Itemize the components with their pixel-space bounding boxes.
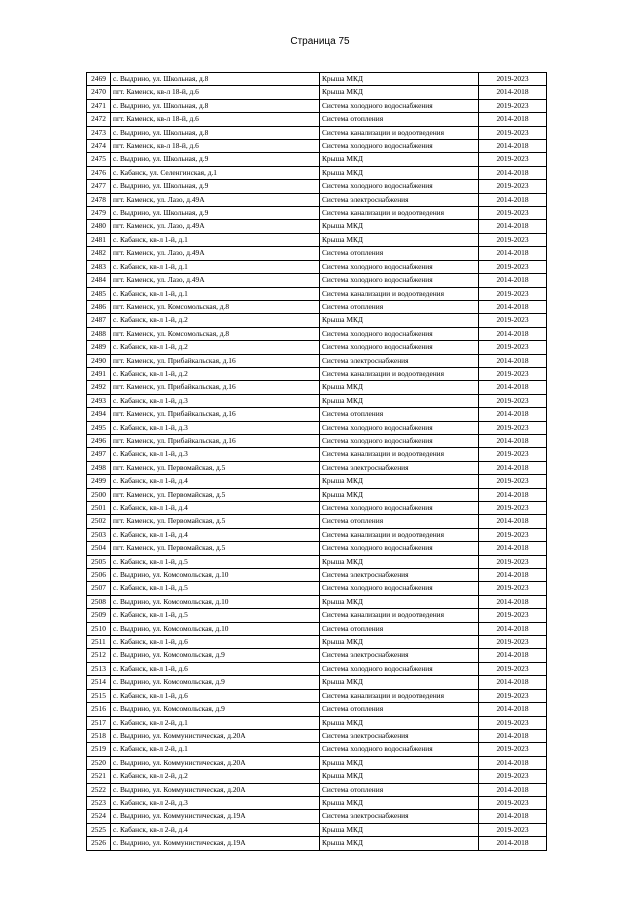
row-number-cell: 2480 — [87, 220, 111, 233]
row-number-cell: 2502 — [87, 515, 111, 528]
row-number-cell: 2478 — [87, 193, 111, 206]
row-number-cell: 2518 — [87, 729, 111, 742]
address-cell: пгт. Каменск, ул. Лазо, д.49А — [111, 193, 320, 206]
work-type-cell: Система отопления — [320, 113, 479, 126]
work-type-cell: Система канализации и водоотведения — [320, 287, 479, 300]
period-cell: 2019-2023 — [479, 287, 547, 300]
period-cell: 2019-2023 — [479, 502, 547, 515]
table-row — [87, 434, 547, 447]
work-type-cell: Система электроснабжения — [320, 461, 479, 474]
table-row — [87, 86, 547, 99]
table-row — [87, 823, 547, 836]
address-cell: с. Кабанск, кв-л 2-й, д.4 — [111, 823, 320, 836]
period-cell: 2014-2018 — [479, 354, 547, 367]
work-type-cell: Система отопления — [320, 300, 479, 313]
row-number-cell: 2504 — [87, 542, 111, 555]
work-type-cell: Крыша МКД — [320, 676, 479, 689]
work-type-cell: Система канализации и водоотведения — [320, 609, 479, 622]
address-cell: с. Кабанск, кв-л 1-й, д.2 — [111, 367, 320, 380]
table-row — [87, 220, 547, 233]
table-row — [87, 327, 547, 340]
work-type-cell: Крыша МКД — [320, 488, 479, 501]
row-number-cell: 2481 — [87, 233, 111, 246]
period-cell: 2014-2018 — [479, 622, 547, 635]
row-number-cell: 2520 — [87, 756, 111, 769]
work-type-cell: Крыша МКД — [320, 796, 479, 809]
table-row — [87, 180, 547, 193]
work-type-cell: Система отопления — [320, 783, 479, 796]
address-cell: с. Кабанск, кв-л 2-й, д.2 — [111, 770, 320, 783]
table-row — [87, 743, 547, 756]
table-row — [87, 502, 547, 515]
row-number-cell: 2483 — [87, 260, 111, 273]
work-type-cell: Система канализации и водоотведения — [320, 367, 479, 380]
period-cell: 2014-2018 — [479, 756, 547, 769]
work-type-cell: Система отопления — [320, 703, 479, 716]
address-cell: с. Кабанск, кв-л 1-й, д.6 — [111, 662, 320, 675]
row-number-cell: 2477 — [87, 180, 111, 193]
period-cell: 2014-2018 — [479, 327, 547, 340]
row-number-cell: 2513 — [87, 662, 111, 675]
work-type-cell: Система холодного водоснабжения — [320, 502, 479, 515]
period-cell: 2014-2018 — [479, 408, 547, 421]
row-number-cell: 2473 — [87, 126, 111, 139]
work-type-cell: Система электроснабжения — [320, 729, 479, 742]
address-cell: с. Кабанск, кв-л 1-й, д.3 — [111, 421, 320, 434]
address-cell: с. Кабанск, кв-л 2-й, д.1 — [111, 716, 320, 729]
period-cell: 2014-2018 — [479, 247, 547, 260]
work-type-cell: Система отопления — [320, 247, 479, 260]
work-type-cell: Крыша МКД — [320, 73, 479, 86]
work-type-cell: Крыша МКД — [320, 166, 479, 179]
period-cell: 2019-2023 — [479, 180, 547, 193]
table-row — [87, 770, 547, 783]
address-cell: с. Выдрино, ул. Коммунистическая, д.19А — [111, 837, 320, 850]
work-type-cell: Крыша МКД — [320, 823, 479, 836]
address-cell: пгт. Каменск, кв-л 18-й, д.6 — [111, 113, 320, 126]
period-cell: 2014-2018 — [479, 569, 547, 582]
table-row — [87, 233, 547, 246]
address-cell: с. Кабанск, кв-л 1-й, д.4 — [111, 475, 320, 488]
period-cell: 2019-2023 — [479, 448, 547, 461]
work-type-cell: Крыша МКД — [320, 314, 479, 327]
row-number-cell: 2472 — [87, 113, 111, 126]
table-row — [87, 193, 547, 206]
address-cell: с. Кабанск, кв-л 1-й, д.3 — [111, 448, 320, 461]
period-cell: 2014-2018 — [479, 595, 547, 608]
work-type-cell: Система канализации и водоотведения — [320, 689, 479, 702]
work-type-cell: Система канализации и водоотведения — [320, 448, 479, 461]
period-cell: 2019-2023 — [479, 99, 547, 112]
row-number-cell: 2470 — [87, 86, 111, 99]
period-cell: 2019-2023 — [479, 341, 547, 354]
table-row — [87, 796, 547, 809]
address-cell: с. Кабанск, ул. Селенгинская, д.1 — [111, 166, 320, 179]
row-number-cell: 2496 — [87, 434, 111, 447]
work-type-cell: Крыша МКД — [320, 394, 479, 407]
table-row — [87, 810, 547, 823]
period-cell: 2014-2018 — [479, 166, 547, 179]
period-cell: 2014-2018 — [479, 300, 547, 313]
address-cell: с. Выдрино, ул. Школьная, д.8 — [111, 99, 320, 112]
address-cell: пгт. Каменск, ул. Первомайская, д.5 — [111, 488, 320, 501]
address-cell: пгт. Каменск, ул. Лазо, д.49А — [111, 220, 320, 233]
work-type-cell: Система холодного водоснабжения — [320, 421, 479, 434]
table-row — [87, 703, 547, 716]
table-row — [87, 73, 547, 86]
table-row — [87, 582, 547, 595]
period-cell: 2019-2023 — [479, 153, 547, 166]
table-row — [87, 260, 547, 273]
period-cell: 2014-2018 — [479, 810, 547, 823]
address-cell: с. Выдрино, ул. Коммунистическая, д.20А — [111, 756, 320, 769]
period-cell: 2014-2018 — [479, 515, 547, 528]
table-row — [87, 676, 547, 689]
address-cell: с. Кабанск, кв-л 2-й, д.3 — [111, 796, 320, 809]
table-row — [87, 341, 547, 354]
period-cell: 2014-2018 — [479, 274, 547, 287]
period-cell: 2019-2023 — [479, 609, 547, 622]
table-row — [87, 475, 547, 488]
work-type-cell: Крыша МКД — [320, 595, 479, 608]
period-cell: 2014-2018 — [479, 676, 547, 689]
period-cell: 2014-2018 — [479, 140, 547, 153]
row-number-cell: 2517 — [87, 716, 111, 729]
address-cell: пгт. Каменск, ул. Прибайкальская, д.16 — [111, 408, 320, 421]
address-cell: пгт. Каменск, кв-л 18-й, д.6 — [111, 86, 320, 99]
table-row — [87, 421, 547, 434]
row-number-cell: 2486 — [87, 300, 111, 313]
address-cell: с. Выдрино, ул. Комсомольская, д.9 — [111, 649, 320, 662]
row-number-cell: 2501 — [87, 502, 111, 515]
work-type-cell: Система канализации и водоотведения — [320, 528, 479, 541]
work-type-cell: Система холодного водоснабжения — [320, 743, 479, 756]
table-row — [87, 381, 547, 394]
period-cell: 2014-2018 — [479, 488, 547, 501]
table-row — [87, 488, 547, 501]
address-cell: пгт. Каменск, ул. Лазо, д.49А — [111, 274, 320, 287]
row-number-cell: 2523 — [87, 796, 111, 809]
table-row — [87, 247, 547, 260]
period-cell: 2019-2023 — [479, 394, 547, 407]
period-cell: 2019-2023 — [479, 314, 547, 327]
work-type-cell: Крыша МКД — [320, 837, 479, 850]
table-row — [87, 649, 547, 662]
address-cell: с. Выдрино, ул. Комсомольская, д.10 — [111, 595, 320, 608]
table-row — [87, 636, 547, 649]
period-cell: 2014-2018 — [479, 461, 547, 474]
address-cell: пгт. Каменск, ул. Первомайская, д.5 — [111, 542, 320, 555]
address-cell: пгт. Каменск, ул. Прибайкальская, д.16 — [111, 434, 320, 447]
row-number-cell: 2476 — [87, 166, 111, 179]
work-type-cell: Система холодного водоснабжения — [320, 140, 479, 153]
row-number-cell: 2503 — [87, 528, 111, 541]
work-type-cell: Система электроснабжения — [320, 193, 479, 206]
period-cell: 2019-2023 — [479, 421, 547, 434]
row-number-cell: 2495 — [87, 421, 111, 434]
table-row — [87, 837, 547, 850]
period-cell: 2014-2018 — [479, 113, 547, 126]
address-cell: с. Выдрино, ул. Комсомольская, д.9 — [111, 703, 320, 716]
table-row — [87, 609, 547, 622]
row-number-cell: 2505 — [87, 555, 111, 568]
work-type-cell: Система отопления — [320, 622, 479, 635]
row-number-cell: 2488 — [87, 327, 111, 340]
row-number-cell: 2484 — [87, 274, 111, 287]
period-cell: 2019-2023 — [479, 770, 547, 783]
address-cell: с. Кабанск, кв-л 1-й, д.1 — [111, 287, 320, 300]
work-type-cell: Система электроснабжения — [320, 810, 479, 823]
period-cell: 2014-2018 — [479, 783, 547, 796]
table-row — [87, 408, 547, 421]
row-number-cell: 2471 — [87, 99, 111, 112]
row-number-cell: 2497 — [87, 448, 111, 461]
table-row — [87, 394, 547, 407]
table-row — [87, 153, 547, 166]
work-type-cell: Система холодного водоснабжения — [320, 542, 479, 555]
work-type-cell: Крыша МКД — [320, 475, 479, 488]
address-cell: с. Выдрино, ул. Школьная, д.8 — [111, 73, 320, 86]
address-cell: пгт. Каменск, ул. Комсомольская, д.8 — [111, 327, 320, 340]
row-number-cell: 2469 — [87, 73, 111, 86]
period-cell: 2019-2023 — [479, 207, 547, 220]
address-cell: с. Кабанск, кв-л 1-й, д.2 — [111, 341, 320, 354]
work-type-cell: Крыша МКД — [320, 153, 479, 166]
row-number-cell: 2500 — [87, 488, 111, 501]
work-type-cell: Система холодного водоснабжения — [320, 582, 479, 595]
work-type-cell: Система отопления — [320, 408, 479, 421]
row-number-cell: 2491 — [87, 367, 111, 380]
work-type-cell: Система холодного водоснабжения — [320, 327, 479, 340]
period-cell: 2019-2023 — [479, 126, 547, 139]
row-number-cell: 2498 — [87, 461, 111, 474]
table-row — [87, 756, 547, 769]
work-type-cell: Система электроснабжения — [320, 569, 479, 582]
address-cell: с. Выдрино, ул. Комсомольская, д.9 — [111, 676, 320, 689]
period-cell: 2019-2023 — [479, 662, 547, 675]
table-row — [87, 274, 547, 287]
row-number-cell: 2487 — [87, 314, 111, 327]
work-type-cell: Крыша МКД — [320, 220, 479, 233]
row-number-cell: 2506 — [87, 569, 111, 582]
row-number-cell: 2510 — [87, 622, 111, 635]
table-row — [87, 622, 547, 635]
data-table — [86, 72, 547, 851]
row-number-cell: 2519 — [87, 743, 111, 756]
address-cell: с. Кабанск, кв-л 1-й, д.6 — [111, 636, 320, 649]
address-cell: с. Выдрино, ул. Школьная, д.9 — [111, 207, 320, 220]
work-type-cell: Крыша МКД — [320, 756, 479, 769]
work-type-cell: Система холодного водоснабжения — [320, 434, 479, 447]
period-cell: 2014-2018 — [479, 729, 547, 742]
row-number-cell: 2516 — [87, 703, 111, 716]
address-cell: пгт. Каменск, ул. Прибайкальская, д.16 — [111, 381, 320, 394]
work-type-cell: Крыша МКД — [320, 636, 479, 649]
address-cell: с. Выдрино, ул. Школьная, д.8 — [111, 126, 320, 139]
row-number-cell: 2485 — [87, 287, 111, 300]
table-row — [87, 354, 547, 367]
period-cell: 2014-2018 — [479, 220, 547, 233]
work-type-cell: Система холодного водоснабжения — [320, 662, 479, 675]
address-cell: с. Кабанск, кв-л 1-й, д.5 — [111, 555, 320, 568]
work-type-cell: Система электроснабжения — [320, 354, 479, 367]
period-cell: 2019-2023 — [479, 475, 547, 488]
period-cell: 2014-2018 — [479, 837, 547, 850]
period-cell: 2019-2023 — [479, 367, 547, 380]
period-cell: 2019-2023 — [479, 260, 547, 273]
period-cell: 2014-2018 — [479, 381, 547, 394]
row-number-cell: 2514 — [87, 676, 111, 689]
address-cell: с. Выдрино, ул. Комсомольская, д.10 — [111, 569, 320, 582]
period-cell: 2019-2023 — [479, 555, 547, 568]
address-cell: пгт. Каменск, ул. Первомайская, д.5 — [111, 461, 320, 474]
address-cell: с. Кабанск, кв-л 1-й, д.3 — [111, 394, 320, 407]
work-type-cell: Система электроснабжения — [320, 649, 479, 662]
period-cell: 2019-2023 — [479, 743, 547, 756]
address-cell: с. Выдрино, ул. Коммунистическая, д.20А — [111, 729, 320, 742]
address-cell: с. Кабанск, кв-л 1-й, д.2 — [111, 314, 320, 327]
work-type-cell: Система холодного водоснабжения — [320, 180, 479, 193]
row-number-cell: 2525 — [87, 823, 111, 836]
address-cell: пгт. Каменск, ул. Прибайкальская, д.16 — [111, 354, 320, 367]
table-row — [87, 166, 547, 179]
address-cell: с. Выдрино, ул. Школьная, д.9 — [111, 180, 320, 193]
table-row — [87, 99, 547, 112]
work-type-cell: Система канализации и водоотведения — [320, 126, 479, 139]
table-row — [87, 716, 547, 729]
row-number-cell: 2489 — [87, 341, 111, 354]
address-cell: с. Выдрино, ул. Коммунистическая, д.20А — [111, 783, 320, 796]
period-cell: 2014-2018 — [479, 703, 547, 716]
row-number-cell: 2499 — [87, 475, 111, 488]
row-number-cell: 2490 — [87, 354, 111, 367]
work-type-cell: Система отопления — [320, 515, 479, 528]
address-cell: с. Кабанск, кв-л 2-й, д.1 — [111, 743, 320, 756]
address-cell: пгт. Каменск, кв-л 18-й, д.6 — [111, 140, 320, 153]
table-row — [87, 528, 547, 541]
address-cell: пгт. Каменск, ул. Комсомольская, д.8 — [111, 300, 320, 313]
period-cell: 2019-2023 — [479, 796, 547, 809]
table-row — [87, 126, 547, 139]
period-cell: 2014-2018 — [479, 649, 547, 662]
table-row — [87, 729, 547, 742]
table-row — [87, 542, 547, 555]
row-number-cell: 2511 — [87, 636, 111, 649]
work-type-cell: Система холодного водоснабжения — [320, 260, 479, 273]
table-row — [87, 461, 547, 474]
row-number-cell: 2522 — [87, 783, 111, 796]
table-row — [87, 555, 547, 568]
table-row — [87, 287, 547, 300]
table-row — [87, 662, 547, 675]
work-type-cell: Система канализации и водоотведения — [320, 207, 479, 220]
row-number-cell: 2508 — [87, 595, 111, 608]
period-cell: 2019-2023 — [479, 233, 547, 246]
period-cell: 2014-2018 — [479, 434, 547, 447]
row-number-cell: 2482 — [87, 247, 111, 260]
work-type-cell: Крыша МКД — [320, 716, 479, 729]
period-cell: 2019-2023 — [479, 823, 547, 836]
period-cell: 2019-2023 — [479, 582, 547, 595]
address-cell: с. Кабанск, кв-л 1-й, д.1 — [111, 260, 320, 273]
page-title: Страница 75 — [290, 36, 350, 47]
table-row — [87, 569, 547, 582]
period-cell: 2019-2023 — [479, 636, 547, 649]
address-cell: пгт. Каменск, ул. Лазо, д.49А — [111, 247, 320, 260]
address-cell: с. Кабанск, кв-л 1-й, д.6 — [111, 689, 320, 702]
row-number-cell: 2509 — [87, 609, 111, 622]
row-number-cell: 2493 — [87, 394, 111, 407]
table-row — [87, 783, 547, 796]
period-cell: 2019-2023 — [479, 689, 547, 702]
work-type-cell: Крыша МКД — [320, 86, 479, 99]
address-cell: с. Выдрино, ул. Комсомольская, д.10 — [111, 622, 320, 635]
row-number-cell: 2475 — [87, 153, 111, 166]
table-row — [87, 689, 547, 702]
work-type-cell: Крыша МКД — [320, 770, 479, 783]
address-cell: с. Выдрино, ул. Коммунистическая, д.19А — [111, 810, 320, 823]
table-row — [87, 314, 547, 327]
period-cell: 2014-2018 — [479, 86, 547, 99]
table-row — [87, 140, 547, 153]
row-number-cell: 2474 — [87, 140, 111, 153]
row-number-cell: 2492 — [87, 381, 111, 394]
address-cell: с. Кабанск, кв-л 1-й, д.4 — [111, 528, 320, 541]
work-type-cell: Крыша МКД — [320, 381, 479, 394]
address-cell: с. Выдрино, ул. Школьная, д.9 — [111, 153, 320, 166]
row-number-cell: 2524 — [87, 810, 111, 823]
table-row — [87, 113, 547, 126]
address-cell: пгт. Каменск, ул. Первомайская, д.5 — [111, 515, 320, 528]
table-row — [87, 515, 547, 528]
address-cell: с. Кабанск, кв-л 1-й, д.4 — [111, 502, 320, 515]
period-cell: 2019-2023 — [479, 528, 547, 541]
period-cell: 2019-2023 — [479, 73, 547, 86]
work-type-cell: Крыша МКД — [320, 555, 479, 568]
period-cell: 2014-2018 — [479, 542, 547, 555]
address-cell: с. Кабанск, кв-л 1-й, д.1 — [111, 233, 320, 246]
work-type-cell: Система холодного водоснабжения — [320, 341, 479, 354]
work-type-cell: Крыша МКД — [320, 233, 479, 246]
table-row — [87, 448, 547, 461]
period-cell: 2019-2023 — [479, 716, 547, 729]
row-number-cell: 2479 — [87, 207, 111, 220]
table-row — [87, 367, 547, 380]
table-row — [87, 207, 547, 220]
period-cell: 2014-2018 — [479, 193, 547, 206]
work-type-cell: Система холодного водоснабжения — [320, 274, 479, 287]
row-number-cell: 2521 — [87, 770, 111, 783]
row-number-cell: 2526 — [87, 837, 111, 850]
address-cell: с. Кабанск, кв-л 1-й, д.5 — [111, 609, 320, 622]
table-body — [87, 73, 547, 851]
address-cell: с. Кабанск, кв-л 1-й, д.5 — [111, 582, 320, 595]
table-row — [87, 300, 547, 313]
row-number-cell: 2507 — [87, 582, 111, 595]
table-row — [87, 595, 547, 608]
row-number-cell: 2512 — [87, 649, 111, 662]
row-number-cell: 2494 — [87, 408, 111, 421]
row-number-cell: 2515 — [87, 689, 111, 702]
work-type-cell: Система холодного водоснабжения — [320, 99, 479, 112]
